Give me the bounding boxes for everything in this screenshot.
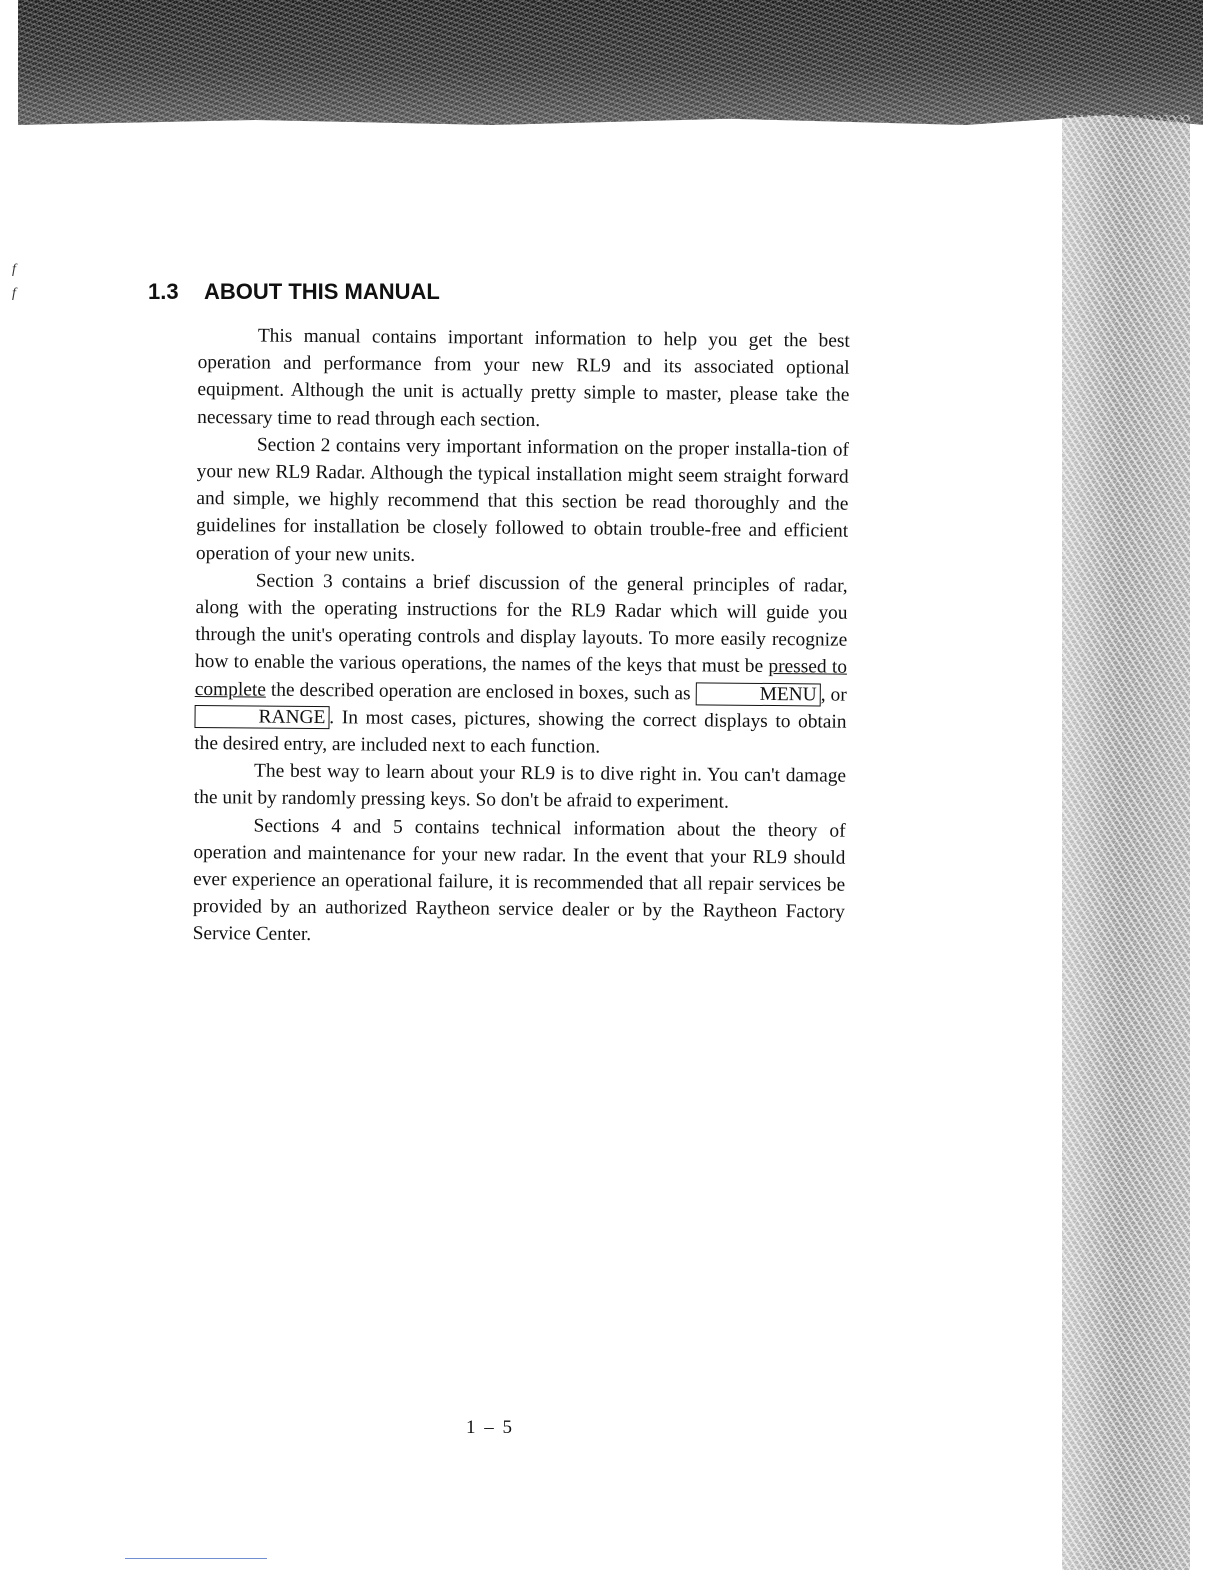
section-number: 1.3 (148, 279, 179, 304)
paragraph: Sections 4 and 5 contains technical information about the theory of operation and maintenance for your new radar. In the event that your RL9 should ever experience an operational failure, it is recommended that all repair services be provided by an authorized Raytheon service dealer or by the Raytheon Factory Service Center. (192, 815, 846, 946)
range-key-box: RANGE (194, 705, 329, 729)
scan-shadow-right (1062, 115, 1190, 1570)
paragraph: Section 2 contains very important information on the proper installa-tion of your new RL9 Radar. Although the typical installation might seem straight forward and simple, we highly recommend that this section be read thoroughly and the guidelines for installation be closely followed to obtain trouble-free and efficient operation of your new units. (195, 434, 849, 566)
section-heading (148, 279, 440, 305)
margin-mark: f (12, 262, 16, 277)
footer-rule (125, 1558, 267, 1559)
scan-shadow-top (18, 0, 1203, 125)
paragraph-section-3 (194, 567, 848, 763)
paragraph-text: the described operation are enclosed in boxes, such as (265, 679, 696, 704)
margin-mark: f (12, 286, 16, 301)
section-title: ABOUT THIS MANUAL (204, 279, 440, 304)
menu-key-box: MENU (696, 682, 821, 706)
paragraph-text: . In most cases, pictures, showing the correct displays to obtain the desired entry, are included next to each function. (194, 707, 847, 758)
paragraph: The best way to learn about your RL9 is to dive right in. You can't damage the unit by randomly pressing keys. So don't be afraid to experiment. (193, 760, 847, 814)
paragraph-text: , or (820, 684, 847, 706)
paragraph-text: Section 3 contains a brief discussion of the general principles of radar, along with the operating instructions for the RL9 Radar which will guide you through the unit's operating controls and display layouts. To more easily recognize how to enable the various operations, the names of the keys that must be (194, 570, 848, 678)
paragraph: This manual contains important information to help you get the best operation and performance from your new RL9 and its associated optional equipment. Although the unit is actually pretty simple to master, please take the necessary time to read through each section. (197, 325, 850, 431)
underlined-text: pressed to complete (194, 656, 848, 701)
page-number: 1 – 5 (466, 1417, 514, 1438)
manual-body (193, 322, 850, 953)
